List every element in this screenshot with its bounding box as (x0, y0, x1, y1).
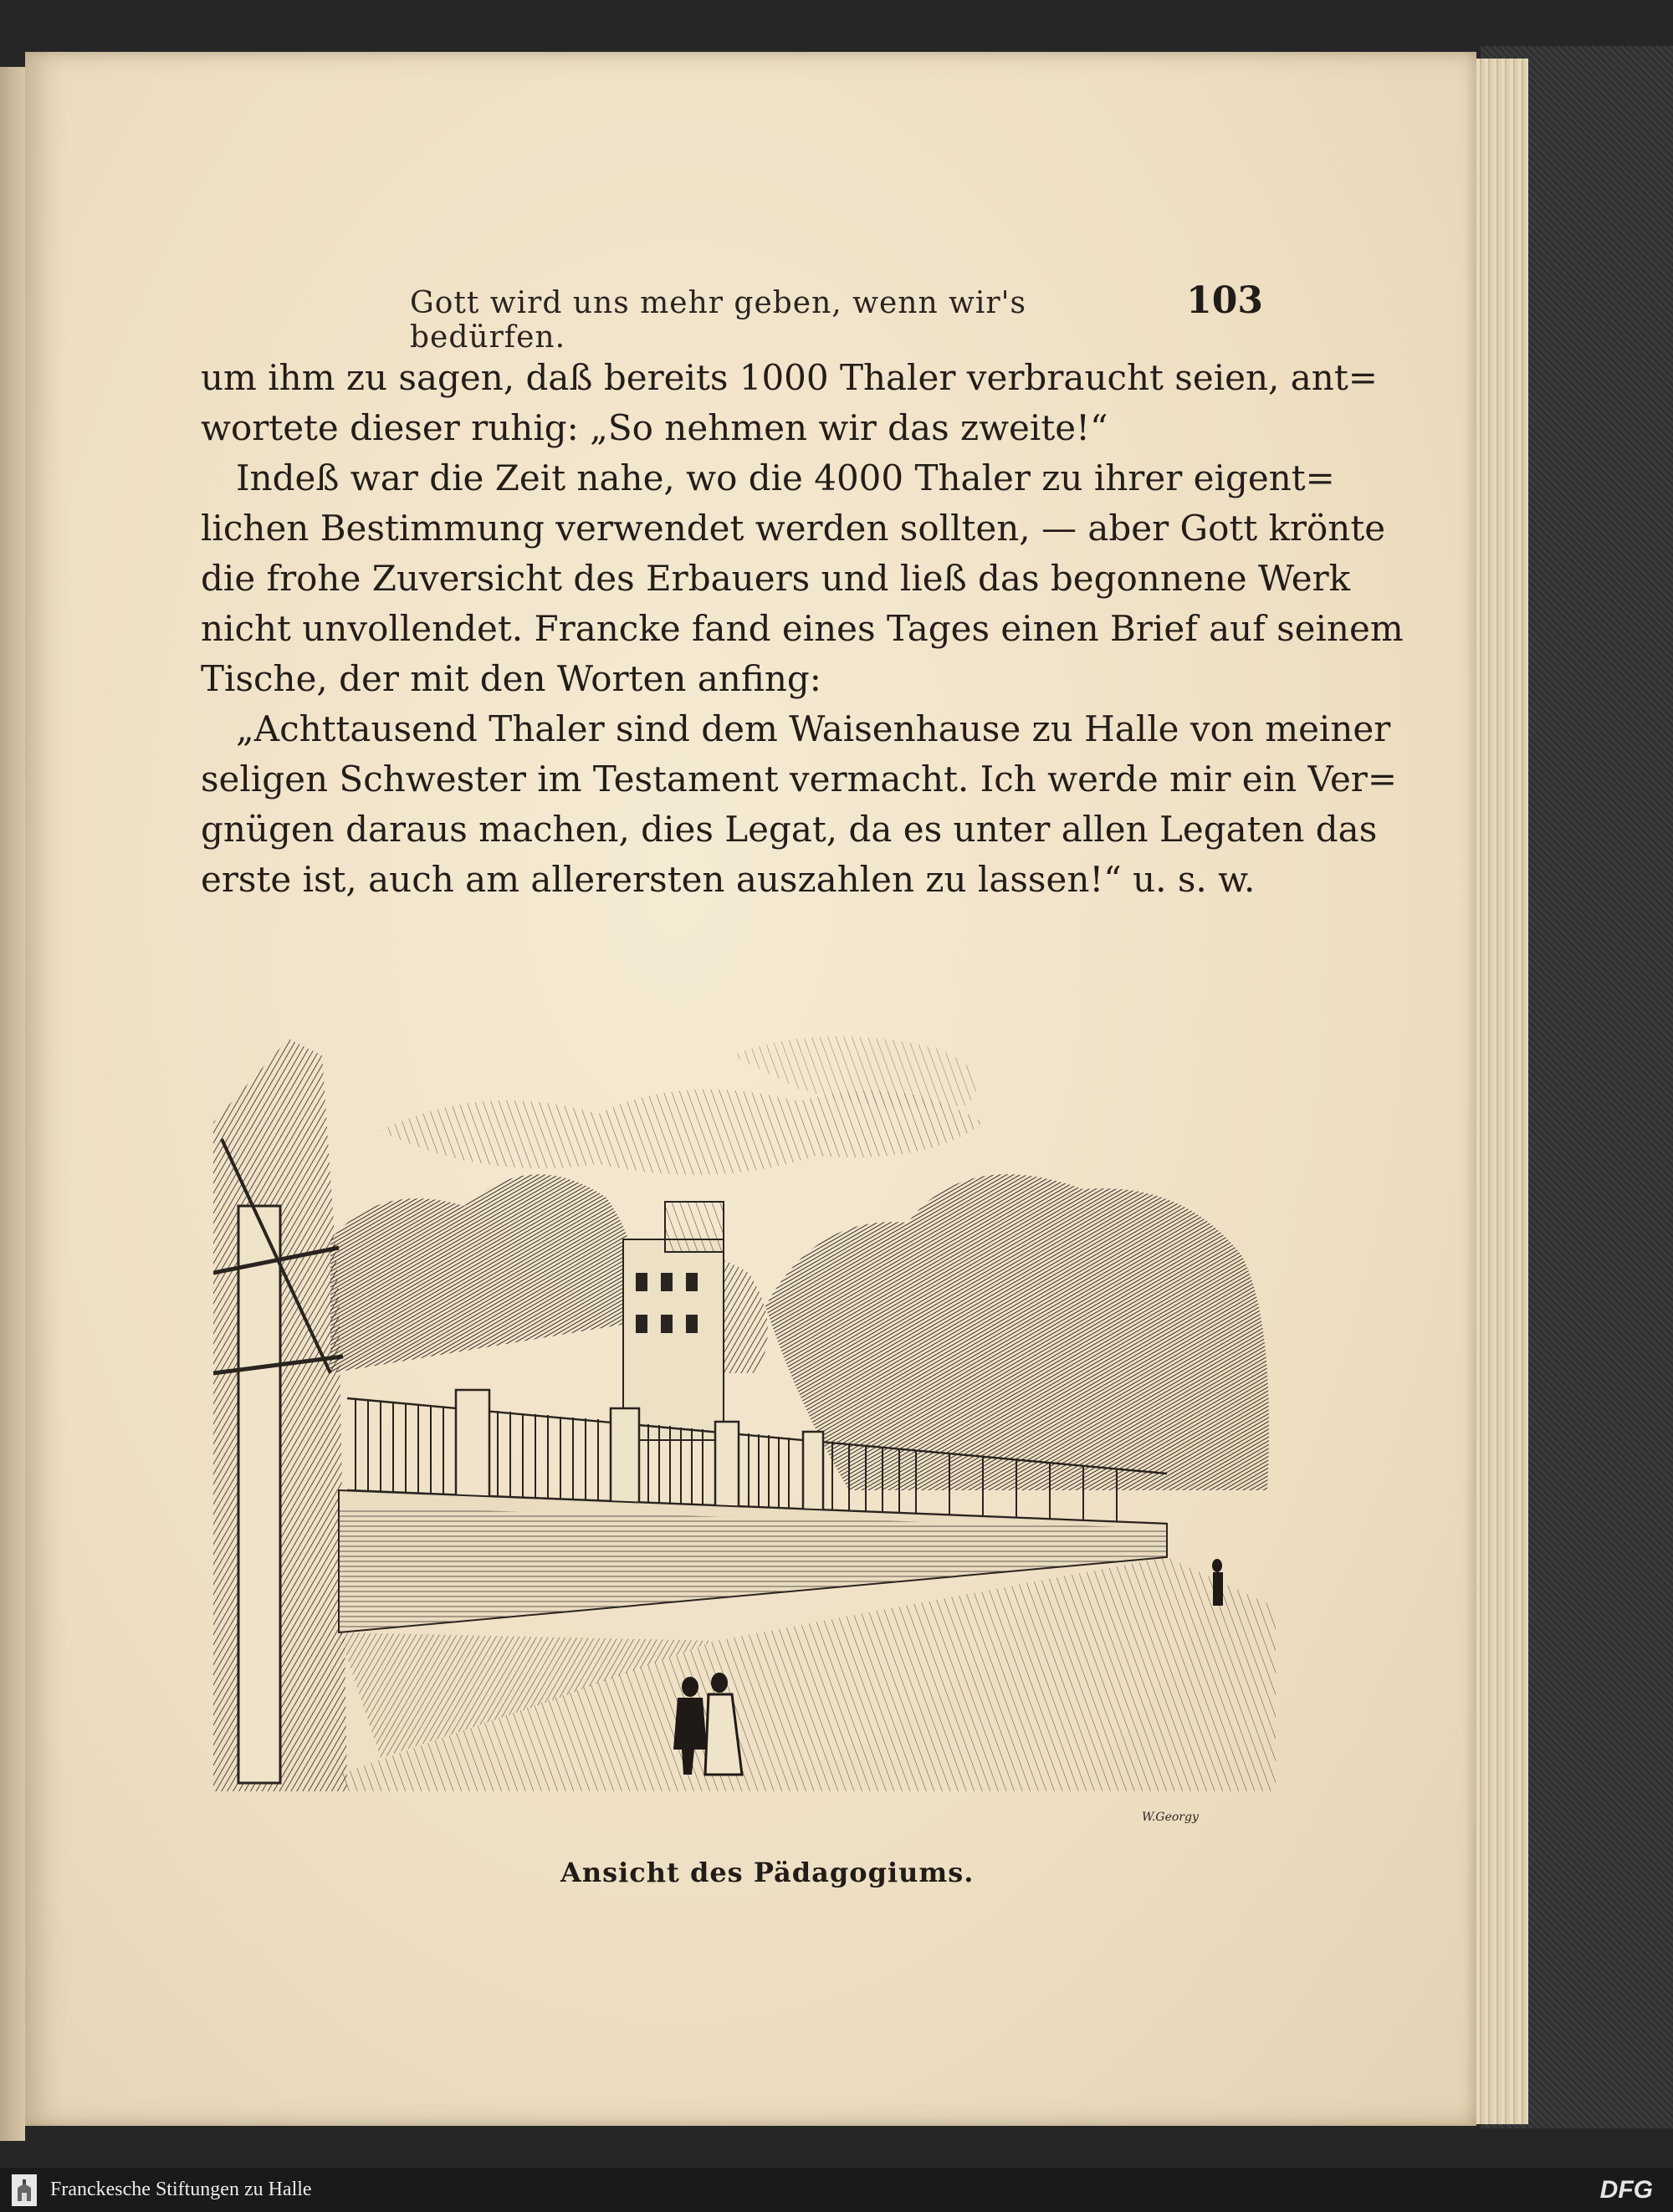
book-page (25, 52, 1476, 2126)
left-page-edge (0, 67, 25, 2141)
text-line: wortete dieser ruhig: „So nehmen wir das zweite!“ (201, 407, 1108, 448)
institution-name: Franckesche Stiftungen zu Halle (50, 2179, 312, 2200)
text-line: „Achttausend Thaler sind dem Waisenhause zu Halle von meiner (236, 708, 1391, 749)
artist-signature: W.Georgy (1142, 1811, 1199, 1824)
distant-building (623, 1202, 724, 1440)
text-line: Tische, der mit den Worten anfing: (201, 658, 821, 699)
body-text (201, 353, 1404, 905)
footer-bar (0, 2168, 1673, 2212)
text-line: seligen Schwester im Testament vermacht. Ich werde mir ein Ver= (201, 759, 1398, 799)
building-left (213, 1039, 347, 1791)
engraving-illustration (213, 1022, 1276, 1842)
illustration-caption: Ansicht des Pädagogiums. (560, 1857, 975, 1888)
text-line: Indeß war die Zeit nahe, wo die 4000 Thaler zu ihrer eigent= (236, 457, 1335, 498)
running-head-title: Gott wird uns mehr geben, wenn wir's bedürfen. (410, 286, 1027, 355)
foundation-emblem-icon (12, 2174, 37, 2206)
text-line: die frohe Zuversicht des Erbauers und ließ das begonnene Werk (201, 558, 1351, 599)
page-number: 103 (1186, 279, 1263, 322)
text-line: lichen Bestimmung verwendet werden sollten, — aber Gott krönte (201, 508, 1386, 549)
text-line: gnügen daraus machen, dies Legat, da es unter allen Legaten das (201, 809, 1378, 850)
running-head (192, 279, 1263, 355)
dfg-logo[interactable]: DFG (1599, 2175, 1653, 2204)
footer-institution-block[interactable] (12, 2174, 312, 2206)
text-line: erste ist, auch am allerersten auszahlen zu lassen!“ u. s. w. (201, 859, 1256, 900)
sky (381, 1036, 983, 1175)
text-line: nicht unvollendet. Francke fand eines Tages einen Brief auf seinem (201, 608, 1404, 649)
text-line: um ihm zu sagen, daß bereits 1000 Thaler verbraucht seien, ant= (201, 357, 1378, 398)
